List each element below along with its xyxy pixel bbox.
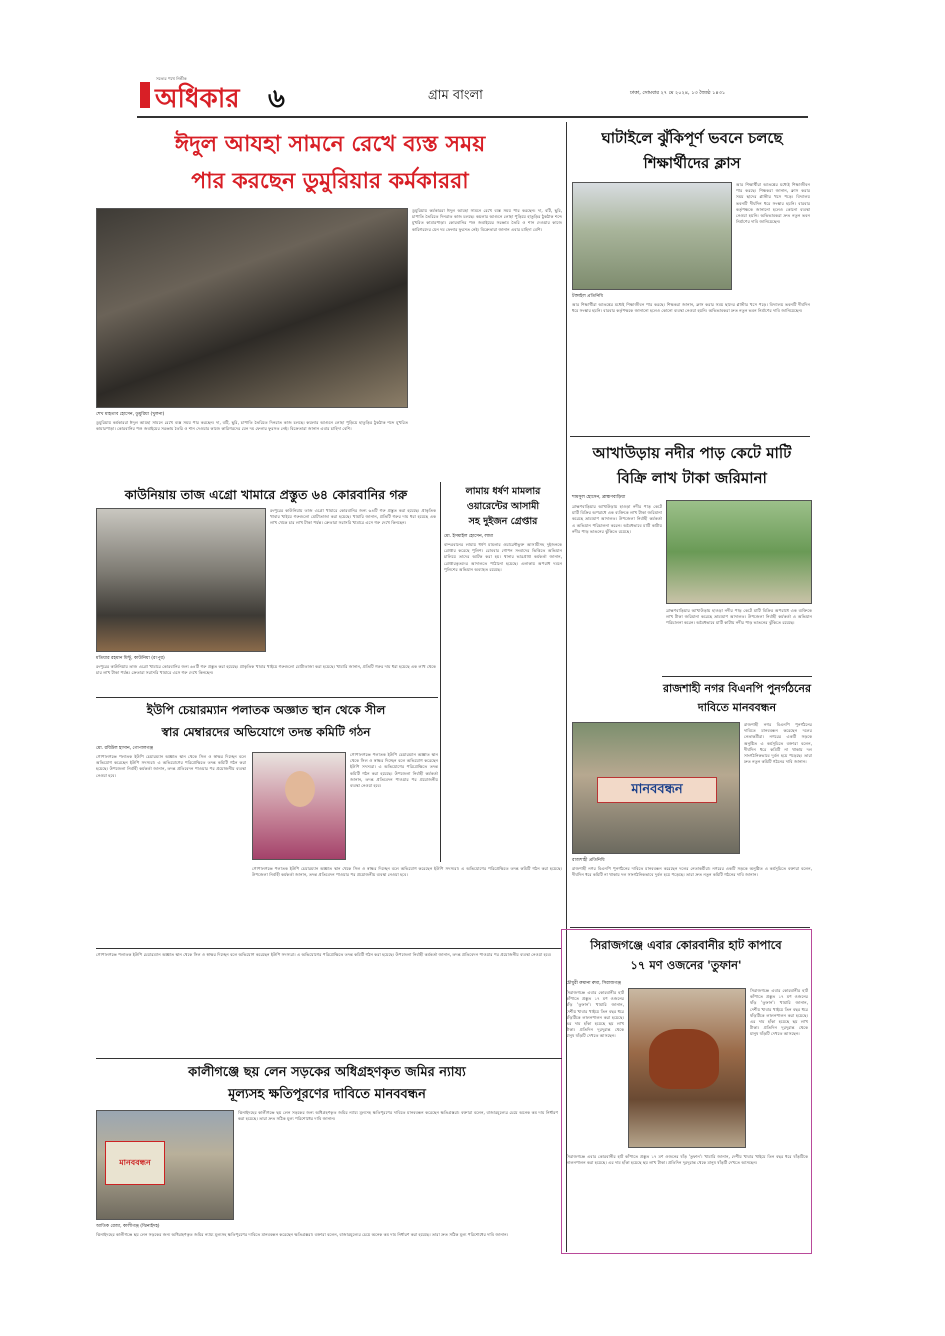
banner-rajshahi-text: মানববন্ধন: [631, 782, 683, 797]
rule-kaunia: [96, 697, 438, 698]
page-number: ৬: [268, 84, 285, 114]
body-sirajganj-bottom: সিরাজগঞ্জে এবার কোরবানীর হাট কাঁপাতে প্রস্তুত ১৭ মণ ওজনের ষাঁড় 'তুফান'। খামারি জানান, দেশীয় খাবার খাইয়ে তিন বছর ধরে ষাঁড়টিকে লালনপালন করা হয়েছে। এর দাম হাঁকা হয়েছে ছয় লাখ টাকা। প্রতিদিন দূরদূরান্ত থেকে মানুষ ষাঁড়টি দেখতে আসছেন।: [566, 1154, 808, 1166]
body-ghatail-bottom: আর শিক্ষার্থীরা আতঙ্কের মধ্যেই শিক্ষাজীবন পার করছে। শিক্ষকরা জানান, ক্লাস করার সময় ছাদের প্লাস্টার খসে পড়ে। বিদ্যালয় ভবনটি দীর্ঘদিন ধরে সংস্কার হয়নি। বারবার কর্তৃপক্ষকে জানানো হলেও কোনো ব্যবস্থা নেওয়া হয়নি। অভিভাবকরা দ্রুত নতুন ভবন নির্মাণের দাবি জানিয়েছেন।: [572, 302, 810, 314]
caption-kaliganj: আতিক রেজা, কালীগঞ্জ (ঝিনাইদহ): [96, 1224, 160, 1229]
body-sirajganj-left: সিরাজগঞ্জে এবার কোরবানীর হাট কাঁপাতে প্রস্তুত ১৭ মণ ওজনের ষাঁড় 'তুফান'। খামারি জানান, দেশীয় খাবার খাইয়ে তিন বছর ধরে ষাঁড়টিকে লালনপালন করা হয়েছে। এর দাম হাঁকা হয়েছে ছয় লাখ টাকা। প্রতিদিন দূরদূরান্ত থেকে মানুষ ষাঁড়টি দেখতে আসছেন।: [566, 990, 624, 1039]
headline-up-chairman-2: স্বার মেম্বারদের অভিযোগে তদন্ত কমিটি গঠন: [161, 725, 371, 739]
photo-up-chairman-portrait: [252, 752, 346, 860]
bull-shape: [649, 1029, 719, 1089]
photo-sirajganj-bull: [628, 988, 746, 1148]
byline-akhaura: শামসুল হোসেন, ব্রাহ্মণবাড়িয়া: [572, 495, 626, 500]
photo-akhaura-officials: [666, 500, 812, 604]
body-up-chairman-left: গোপালগঞ্জে পলাতক ইউপি চেয়ারম্যান অজ্ঞাত স্থান থেকে সিল ও স্বাক্ষর দিচ্ছেন বলে অভিযোগ করেছেন ইউপি সদস্যরা। এ অভিযোগের পরিপ্রেক্ষিতে তদন্ত কমিটি গঠন করা হয়েছে। উপজেলা নির্বাহী কর্মকর্তা জানান, তদন্ত প্রতিবেদন পাওয়ার পর প্রয়োজনীয় ব্যবস্থা নেওয়া হবে।: [96, 754, 246, 778]
body-kaliganj-right: ঝিনাইদহের কালীগঞ্জে ছয় লেন সড়কের জন্য অধিগ্রহণকৃত জমির ন্যায্য মূল্যসহ ক্ষতিপূরণের দাবিতে মানববন্ধন করেছেন ক্ষতিগ্রস্তরা। বক্তারা বলেন, বাজারমূল্যের চেয়ে অনেক কম দাম নির্ধারণ করা হয়েছে। তারা দ্রুত সঠিক মূল্য পরিশোধের দাবি জানান।: [238, 1110, 558, 1122]
rule-ghatail: [570, 436, 810, 437]
headline-lama-3: সহ দুইজন গ্রেপ্তার: [468, 516, 538, 527]
headline-rajshahi-1: রাজশাহী নগর বিএনপি পুনর্গঠনের: [663, 682, 811, 695]
banner-rajshahi: [597, 777, 717, 803]
byline-lama: মো. ইসমাইল হোসেন, লামা: [444, 534, 494, 539]
headline-ghatail-1: ঘাটাইলে ঝুঁকিপূর্ণ ভবনে চলছে: [601, 129, 783, 147]
headline-akhaura-2: বিক্রি লাখ টাকা জরিমানা: [617, 469, 767, 487]
photo-rajshahi-human-chain: [572, 722, 740, 854]
headline-lama-1: লামায় ধর্ষণ মামলার: [465, 486, 541, 497]
photo-ghatail-school: [572, 182, 732, 290]
body-rajshahi-bottom: রাজশাহী নগর বিএনপি পুনর্গঠনের দাবিতে মানববন্ধন করেছেন দলের নেতাকর্মীরা। নগরের একটি সড়কে অনুষ্ঠিত এ কর্মসূচিতে বক্তারা বলেন, দীর্ঘদিন ধরে কমিটি না থাকায় দল সাংগঠনিকভাবে দুর্বল হয়ে পড়েছে। তারা দ্রুত নতুন কমিটি গঠনের দাবি জানান।: [572, 866, 812, 878]
body-up-chairman-cont: গোপালগঞ্জে পলাতক ইউপি চেয়ারম্যান অজ্ঞাত স্থান থেকে সিল ও স্বাক্ষর দিচ্ছেন বলে অভিযোগ করেছেন ইউপি সদস্যরা। এ অভিযোগের পরিপ্রেক্ষিতে তদন্ত কমিটি গঠন করা হয়েছে। উপজেলা নির্বাহী কর্মকর্তা জানান, তদন্ত প্রতিবেদন পাওয়ার পর প্রয়োজনীয় ব্যবস্থা নেওয়া হবে।: [96, 952, 552, 957]
body-akhaura-right: ব্রাহ্মণবাড়িয়ার আখাউড়ায় হাওড়া নদীর পাড় কেটে মাটি বিক্রির অপরাধে এক ব্যক্তিকে লাখ টাকা জরিমানা করেছে ভ্রাম্যমাণ আদালত। উপজেলা নির্বাহী কর্মকর্তা এ অভিযান পরিচালনা করেন। অবৈধভাবে মাটি কাটায় নদীর পাড় ভাঙনের ঝুঁকিতে রয়েছে।: [666, 608, 812, 626]
logo-mark: [140, 82, 150, 108]
body-kaunia-bottom: রংপুরের কাউনিয়ায় তাজ এগ্রো খামারে কোরবানির জন্য ৬৪টি গরু প্রস্তুত করা হয়েছে। প্রাকৃতিক খাবার খাইয়ে গরুগুলো মোটাতাজা করা হয়েছে। খামারি জানান, প্রতিটি গরুর দাম ধরা হয়েছে এক লাখ থেকে চার লাখ টাকা পর্যন্ত। ক্রেতারা সরাসরি খামারে এসে গরু দেখে কিনছেন।: [96, 664, 436, 676]
body-dumuria-left: ডুমুরিয়ায় কর্মকাররা ঈদুল আযহা সামনে রেখে ব্যস্ত সময় পার করছেন। দা, বটি, ছুরি, চাপাতি তৈরিতে দিনরাত কাজ চলছে। কয়লার আগুনে লোহা পুড়িয়ে হাতুড়ির ঠুকঠাক শব্দে মুখরিত কামারপাড়া। কোরবানির পশু জবাইয়ের সরঞ্জাম তৈরি ও শান দেওয়ার কাজে কারিগরদের যেন দম ফেলার ফুরসত নেই। বিক্রেতারা জানান এবার চাহিদা বেশি।: [96, 420, 408, 432]
headline-sirajganj-2: ১৭ মণ ওজনের 'তুফান': [630, 958, 742, 972]
headline-up-chairman-1: ইউপি চেয়ারম্যান পলাতক অজ্ঞাত স্থান থেকে সীল: [146, 703, 386, 717]
headline-ghatail-2: শিক্ষার্থীদের ক্লাস: [643, 154, 741, 172]
rule-mid-left: [96, 1058, 562, 1059]
body-ghatail-right: আর শিক্ষার্থীরা আতঙ্কের মধ্যেই শিক্ষাজীবন পার করছে। শিক্ষকরা জানান, ক্লাস করার সময় ছাদের প্লাস্টার খসে পড়ে। বিদ্যালয় ভবনটি দীর্ঘদিন ধরে সংস্কার হয়নি। বারবার কর্তৃপক্ষকে জানানো হলেও কোনো ব্যবস্থা নেওয়া হয়নি। অভিভাবকরা দ্রুত নতুন ভবন নির্মাণের দাবি জানিয়েছেন।: [736, 182, 810, 225]
portrait-face: [285, 771, 315, 807]
banner-kaliganj: [105, 1141, 165, 1185]
caption-dumuria: শেখ মাহতাব হোসেন, ডুমুরিয়া (খুলনা): [96, 412, 165, 417]
rule-rajshahi: [570, 927, 810, 928]
dateline: ঢাকা, সোমবার ২৭ মে ২০২৪, ১৩ জ্যৈষ্ঠ ১৪৩১: [630, 90, 726, 96]
headline-kaliganj-1: কালীগঞ্জে ছয় লেন সড়কের অধিগ্রহণকৃত জমির ন্যায্য: [188, 1065, 466, 1080]
headline-dumuria-1: ঈদুল আযহা সামনে রেখে ব্যস্ত সময়: [174, 132, 486, 157]
logo-tagline: সত্যের পথে নির্ভীক: [156, 76, 187, 81]
body-up-chairman-mid: গোপালগঞ্জে পলাতক ইউপি চেয়ারম্যান অজ্ঞাত স্থান থেকে সিল ও স্বাক্ষর দিচ্ছেন বলে অভিযোগ করেছেন ইউপি সদস্যরা। এ অভিযোগের পরিপ্রেক্ষিতে তদন্ত কমিটি গঠন করা হয়েছে। উপজেলা নির্বাহী কর্মকর্তা জানান, তদন্ত প্রতিবেদন পাওয়ার পর প্রয়োজনীয় ব্যবস্থা নেওয়া হবে।: [350, 752, 438, 789]
rule-up-chairman: [96, 948, 562, 949]
headline-rajshahi-2: দাবিতে মানববন্ধন: [697, 701, 777, 714]
article-sirajganj-box: [561, 929, 812, 1254]
masthead-rule: [137, 116, 808, 118]
caption-ghatail: টাঙ্গাইল প্রতিনিধি: [572, 294, 603, 299]
body-kaunia-right: রংপুরের কাউনিয়ায় তাজ এগ্রো খামারে কোরবানির জন্য ৬৪টি গরু প্রস্তুত করা হয়েছে। প্রাকৃতিক খাবার খাইয়ে গরুগুলো মোটাতাজা করা হয়েছে। খামারি জানান, প্রতিটি গরুর দাম ধরা হয়েছে এক লাখ থেকে চার লাখ টাকা পর্যন্ত। ক্রেতারা সরাসরি খামারে এসে গরু দেখে কিনছেন।: [270, 508, 436, 526]
headline-lama-2: ওয়ারেন্টের আসামী: [466, 501, 540, 512]
body-lama: বান্দরবানের লামায় ধর্ষণ মামলার ওয়ারেন্টভুক্ত আসামীসহ দুইজনকে গ্রেপ্তার করেছে পুলিশ। রোববার গোপন সংবাদের ভিত্তিতে অভিযান চালিয়ে তাদের আটক করা হয়। থানার ভারপ্রাপ্ত কর্মকর্তা জানান, গ্রেপ্তারকৃতদের আদালতে পাঠানো হয়েছে। এলাকায় অপরাধ দমনে পুলিশের অভিযান অব্যাহত রয়েছে।: [444, 542, 562, 572]
body-up-chairman-bottom: গোপালগঞ্জে পলাতক ইউপি চেয়ারম্যান অজ্ঞাত স্থান থেকে সিল ও স্বাক্ষর দিচ্ছেন বলে অভিযোগ করেছেন ইউপি সদস্যরা। এ অভিযোগের পরিপ্রেক্ষিতে তদন্ত কমিটি গঠন করা হয়েছে। উপজেলা নির্বাহী কর্মকর্তা জানান, তদন্ত প্রতিবেদন পাওয়ার পর প্রয়োজনীয় ব্যবস্থা নেওয়া হবে।: [252, 866, 562, 878]
headline-sirajganj-1: সিরাজগঞ্জে এবার কোরবানীর হাট কাপাবে: [590, 938, 782, 952]
byline-sirajganj: চৌধুরী রুমানা রুমা, সিরাজগঞ্জ: [566, 981, 621, 986]
byline-up-chairman: মো. রবিউল হাসান, গোপালগঞ্জ: [96, 746, 154, 751]
section-title: গ্রাম বাংলা: [428, 88, 483, 103]
masthead: [0, 76, 945, 120]
headline-dumuria-2: পার করছেন ডুমুরিয়ার কর্মকাররা: [191, 169, 469, 194]
headline-akhaura-1: আখাউড়ায় নদীর পাড় কেটে মাটি: [592, 444, 792, 462]
body-dumuria-right: ডুমুরিয়ায় কর্মকাররা ঈদুল আযহা সামনে রেখে ব্যস্ত সময় পার করছেন। দা, বটি, ছুরি, চাপাতি তৈরিতে দিনরাত কাজ চলছে। কয়লার আগুনে লোহা পুড়িয়ে হাতুড়ির ঠুকঠাক শব্দে মুখরিত কামারপাড়া। কোরবানির পশু জবাইয়ের সরঞ্জাম তৈরি ও শান দেওয়ার কাজে কারিগরদের যেন দম ফেলার ফুরসত নেই। বিক্রেতারা জানান এবার চাহিদা বেশি।: [412, 208, 562, 232]
rule-akhaura: [662, 676, 812, 677]
body-rajshahi-right: রাজশাহী নগর বিএনপি পুনর্গঠনের দাবিতে মানববন্ধন করেছেন দলের নেতাকর্মীরা। নগরের একটি সড়কে অনুষ্ঠিত এ কর্মসূচিতে বক্তারা বলেন, দীর্ঘদিন ধরে কমিটি না থাকায় দল সাংগঠনিকভাবে দুর্বল হয়ে পড়েছে। তারা দ্রুত নতুন কমিটি গঠনের দাবি জানান।: [744, 722, 812, 765]
headline-kaliganj-2: মূল্যসহ ক্ষতিপূরণের দাবিতে মানববন্ধন: [228, 1087, 426, 1102]
body-kaliganj-bottom: ঝিনাইদহের কালীগঞ্জে ছয় লেন সড়কের জন্য অধিগ্রহণকৃত জমির ন্যায্য মূল্যসহ ক্ষতিপূরণের দাবিতে মানববন্ধন করেছেন ক্ষতিগ্রস্তরা। বক্তারা বলেন, বাজারমূল্যের চেয়ে অনেক কম দাম নির্ধারণ করা হয়েছে। তারা দ্রুত সঠিক মূল্য পরিশোধের দাবি জানান।: [96, 1232, 509, 1237]
photo-dumuria-blacksmith: [96, 208, 408, 408]
body-akhaura-left: ব্রাহ্মণবাড়িয়ার আখাউড়ায় হাওড়া নদীর পাড় কেটে মাটি বিক্রির অপরাধে এক ব্যক্তিকে লাখ টাকা জরিমানা করেছে ভ্রাম্যমাণ আদালত। উপজেলা নির্বাহী কর্মকর্তা এ অভিযান পরিচালনা করেন। অবৈধভাবে মাটি কাটায় নদীর পাড় ভাঙনের ঝুঁকিতে রয়েছে।: [572, 504, 662, 534]
caption-rajshahi: রাজশাহী প্রতিনিধি: [572, 858, 605, 863]
caption-kaunia: মতিয়ার রহমান মিন্টু, কাউনিয়া (রংপুর): [96, 656, 165, 661]
photo-kaunia-cattle-farm: [96, 508, 266, 652]
headline-kaunia: কাউনিয়ায় তাজ এগ্রো খামারে প্রস্তুত ৬৪ কোরবানির গরু: [124, 487, 408, 502]
body-sirajganj-right: সিরাজগঞ্জে এবার কোরবানীর হাট কাঁপাতে প্রস্তুত ১৭ মণ ওজনের ষাঁড় 'তুফান'। খামারি জানান, দেশীয় খাবার খাইয়ে তিন বছর ধরে ষাঁড়টিকে লালনপালন করা হয়েছে। এর দাম হাঁকা হয়েছে ছয় লাখ টাকা। প্রতিদিন দূরদূরান্ত থেকে মানুষ ষাঁড়টি দেখতে আসছেন।: [750, 988, 808, 1037]
column-rule-lama: [440, 482, 441, 862]
banner-kaliganj-text: মানববন্ধন: [119, 1158, 151, 1167]
logo-text: অধিকার: [155, 84, 240, 114]
photo-kaliganj-human-chain: [96, 1110, 234, 1220]
